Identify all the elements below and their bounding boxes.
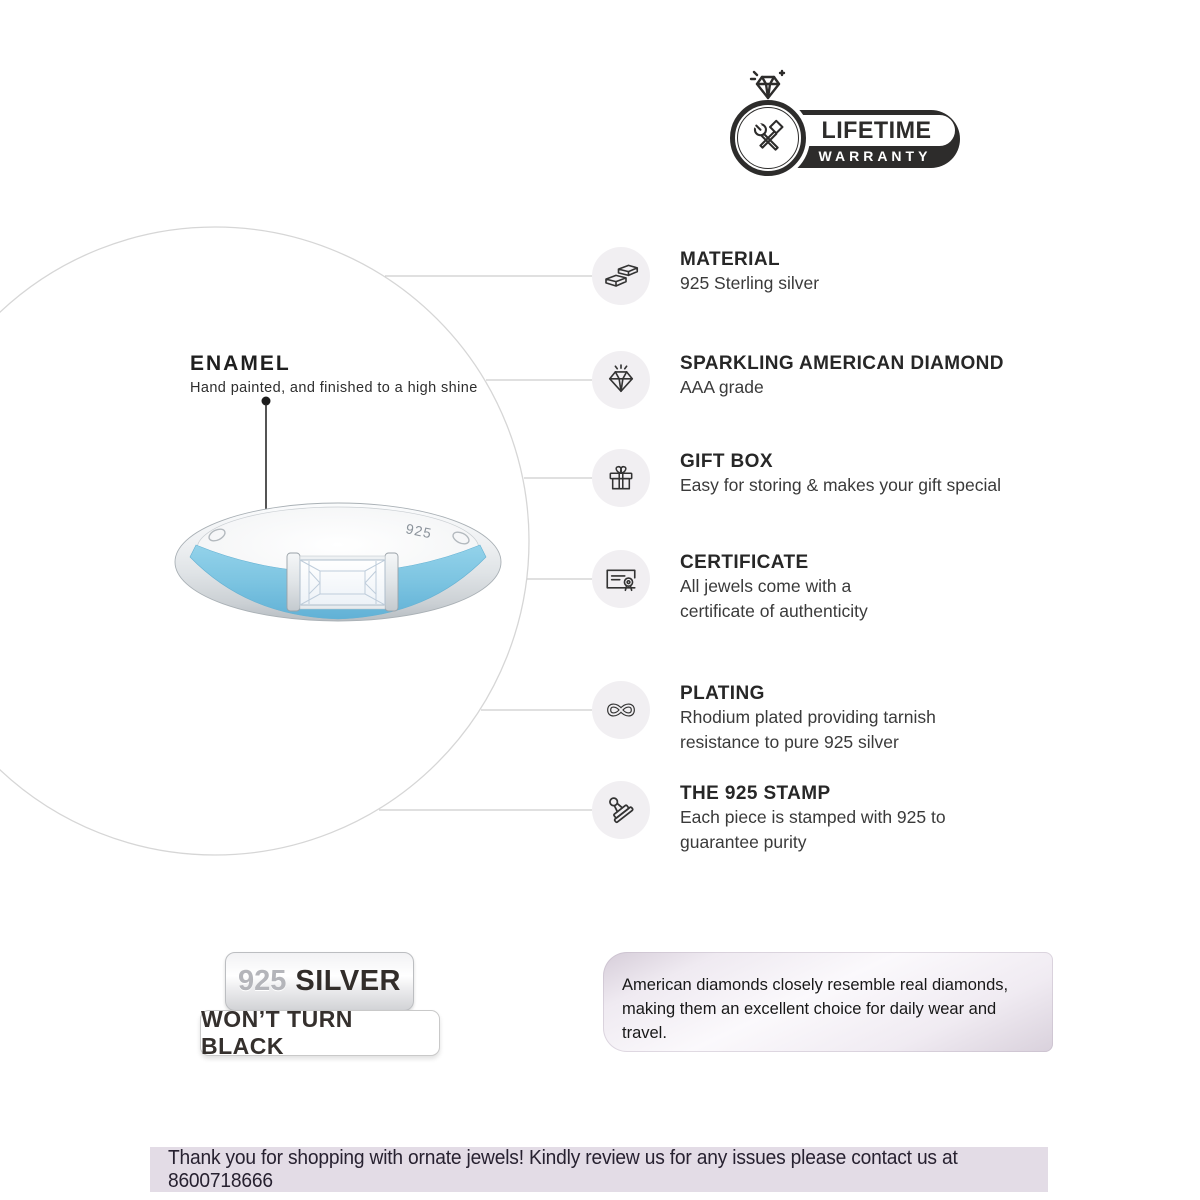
wont-turn-black-label: WON’T TURN BLACK [201, 1006, 353, 1059]
feature-title: CERTIFICATE [680, 552, 809, 573]
diamond-icon [601, 360, 641, 400]
enamel-description: Hand painted, and finished to a high shine [190, 380, 478, 396]
feature-row-plating [592, 681, 936, 755]
gift-box-icon [602, 459, 640, 497]
footer-bar [150, 1147, 1048, 1192]
wont-turn-black-badge [200, 1006, 440, 1059]
feature-row-giftbox [592, 449, 1001, 507]
stamp-icon [601, 790, 641, 830]
warranty-seal [730, 100, 806, 176]
feature-line: Rhodium plated providing tarnish [680, 707, 936, 727]
feature-title: MATERIAL [680, 249, 780, 270]
feature-title: PLATING [680, 683, 765, 704]
feature-line: Each piece is stamped with 925 to [680, 807, 946, 827]
feature-line: AAA grade [680, 377, 764, 397]
feature-row-material [592, 247, 819, 305]
feature-line: certificate of authenticity [680, 601, 868, 621]
note-box [603, 952, 1053, 1052]
lifetime-warranty-badge [728, 66, 968, 182]
ring-stone [300, 560, 385, 605]
silver-925-word: SILVER [295, 965, 401, 997]
ring-engraving: 925 [404, 520, 434, 542]
infinity-icon [600, 689, 642, 731]
feature-row-diamond [592, 351, 1004, 409]
note-text: American diamonds closely resemble real diamonds, making them an excellent choice for daily wear and travel. [622, 976, 1009, 1042]
silver-925-badge [225, 952, 414, 1011]
ring-diamond-icon [744, 66, 792, 104]
ring-illustration [175, 503, 501, 621]
certificate-icon [601, 559, 641, 599]
enamel-callout [190, 352, 478, 396]
feature-line: 925 Sterling silver [680, 273, 820, 293]
lifetime-label: LIFETIME [821, 117, 932, 144]
enamel-title: ENAMEL [190, 352, 291, 375]
feature-title: SPARKLING AMERICAN DIAMOND [680, 353, 1004, 374]
wrench-hammer-icon [746, 116, 790, 160]
warranty-label: WARRANTY [818, 148, 932, 164]
feature-line: resistance to pure 925 silver [680, 732, 899, 752]
feature-line: All jewels come with a [680, 576, 852, 596]
feature-title: GIFT BOX [680, 451, 773, 472]
silver-bars-icon [601, 256, 641, 296]
feature-line: Easy for storing & makes your gift special [680, 475, 1001, 495]
footer-text: Thank you for shopping with ornate jewels! Kindly review us for any issues please contact us at 8600718666 [167, 1146, 958, 1192]
feature-row-certificate [592, 550, 868, 624]
silver-925-number: 925 [238, 965, 287, 997]
feature-line: guarantee purity [680, 832, 807, 852]
feature-row-stamp [592, 781, 946, 855]
feature-title: THE 925 STAMP [680, 783, 831, 804]
